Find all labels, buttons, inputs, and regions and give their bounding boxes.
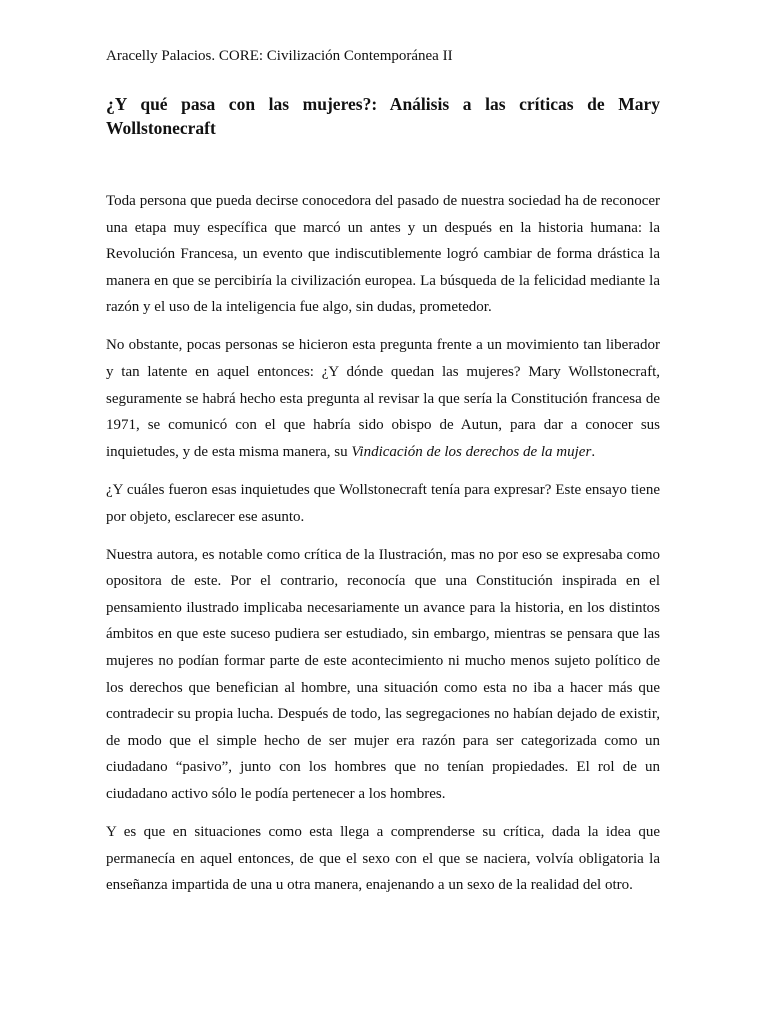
paragraph-1: Toda persona que pueda decirse conocedora del pasado de nuestra sociedad ha de reconocer una etapa muy específica que marcó un antes y un después en la historia humana: la Revolución Francesa, un evento que indiscutiblemente logró cambiar de forma drástica la manera en que se percibiría la civilización europea. La búsqueda de la felicidad mediante la razón y el uso de la inteligencia fue algo, sin dudas, prometedor. <box>106 193 660 316</box>
paragraph-4: Nuestra autora, es notable como crítica de la Ilustración, mas no por eso se expresaba como opositora de este. Por el contrario, reconocía que una Constitución inspirada en el pensamiento ilustrado implicaba necesariamente un avance para la historia, en los distintos ámbitos en que este suceso pudiera ser estudiado, sin embargo, mientras se pensara que las mujeres no podían formar parte de este acontecimiento ni mucho menos sujeto político de los derechos que benefician al hombre, una situación como esta no iba a hacer más que contradecir su propia lucha. Después de todo, las segregaciones no habían dejado de existir, de modo que el simple hecho de ser mujer era razón para ser categorizada como un ciudadano “pasivo”, junto con los hombres que no tenían propiedades. El rol de un ciudadano activo sólo le podía pertenecer a los hombres. <box>106 546 660 802</box>
document-title: ¿Y qué pasa con las mujeres?: Análisis a las críticas de Mary Wollstonecraft <box>106 94 660 138</box>
paragraph-2 <box>106 332 660 465</box>
document-page <box>106 0 660 1024</box>
book-title-italic: Vindicación de los derechos de la mujer <box>351 443 592 460</box>
paragraph-2-end: . <box>591 443 596 460</box>
paragraph-2-text: No obstante, pocas personas se hicieron esta pregunta frente a un movimiento tan liberador y tan latente en aquel entonces: ¿Y dónde quedan las mujeres? Mary Wollstonecraft, seguramente se habrá hecho esta pregunta al revisar la que sería la Constitución francesa de 1971, se comunicó con el que habría sido obispo de Autun, para dar a conocer sus inquietudes, y de esta misma manera, su <box>106 337 660 460</box>
paragraph-3: ¿Y cuáles fueron esas inquietudes que Wollstonecraft tenía para expresar? Este ensayo tiene por objeto, esclarecer ese asunto. <box>106 481 660 525</box>
paragraph-5: Y es que en situaciones como esta llega a comprenderse su crítica, dada la idea que permanecía en aquel entonces, de que el sexo con el que se naciera, volvía obligatoria la enseñanza impartida de una u otra manera, enajenando a un sexo de la realidad del otro. <box>106 824 660 894</box>
document-body <box>106 188 660 910</box>
running-header: Aracelly Palacios. CORE: Civilización Contemporánea II <box>106 48 453 64</box>
